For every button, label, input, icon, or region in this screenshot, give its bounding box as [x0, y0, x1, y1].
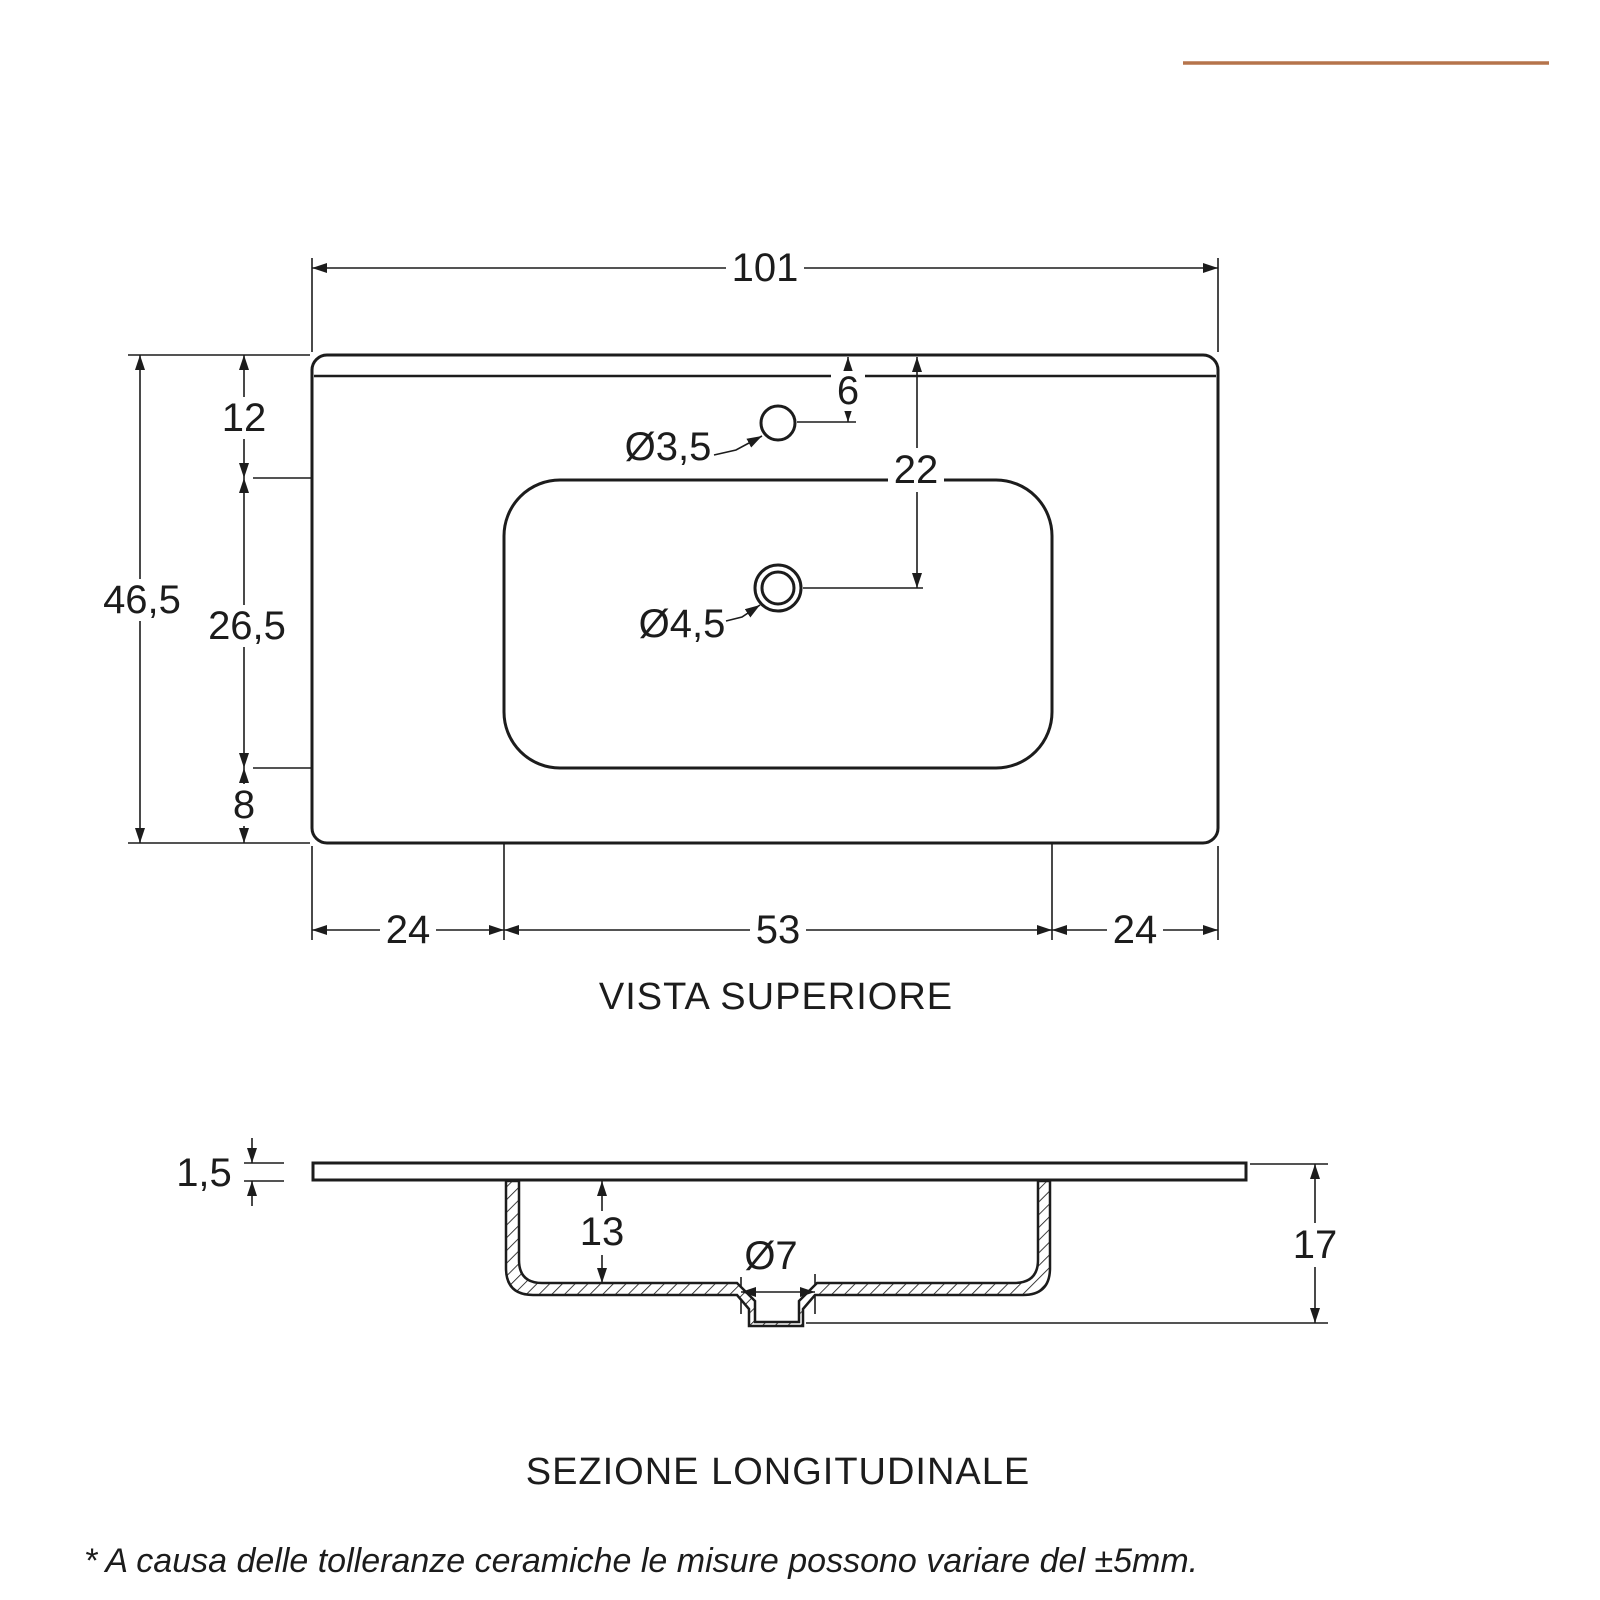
dim-faucet-from-back: 6: [836, 369, 860, 413]
dim-left-margin: 24: [385, 908, 431, 952]
dim-total-width: 101: [731, 246, 799, 290]
dim-total-height: 17: [1292, 1223, 1338, 1267]
label-drain-diameter: Ø7: [744, 1234, 798, 1278]
dim-total-depth: 46,5: [103, 578, 181, 622]
slab-cross-section: [313, 1163, 1246, 1180]
dim-front-offset: 8: [232, 783, 256, 827]
faucet-hole: [761, 406, 795, 440]
label-faucet-hole: Ø3,5: [624, 425, 712, 469]
section-view: [171, 1138, 1343, 1493]
dim-drain-from-back: 22: [893, 448, 939, 492]
basin-outline: [504, 480, 1052, 768]
dim-basin-width: 53: [755, 908, 801, 952]
dim-top-thickness: 1,5: [176, 1151, 232, 1195]
dim-right-margin: 24: [1112, 908, 1158, 952]
top-view-title: VISTA SUPERIORE: [598, 976, 954, 1018]
dim-basin-depth: 26,5: [208, 604, 286, 648]
section-view-title: SEZIONE LONGITUDINALE: [525, 1451, 1031, 1493]
label-drain-hole: Ø4,5: [638, 602, 726, 646]
dim-back-offset: 12: [221, 396, 267, 440]
top-view: [97, 246, 1218, 1018]
drain-hole-inner: [762, 572, 794, 604]
tolerance-footnote: * A causa delle tolleranze ceramiche le misure possono variare del ±5mm.: [84, 1542, 1199, 1580]
dim-basin-inner-depth: 13: [579, 1210, 625, 1254]
